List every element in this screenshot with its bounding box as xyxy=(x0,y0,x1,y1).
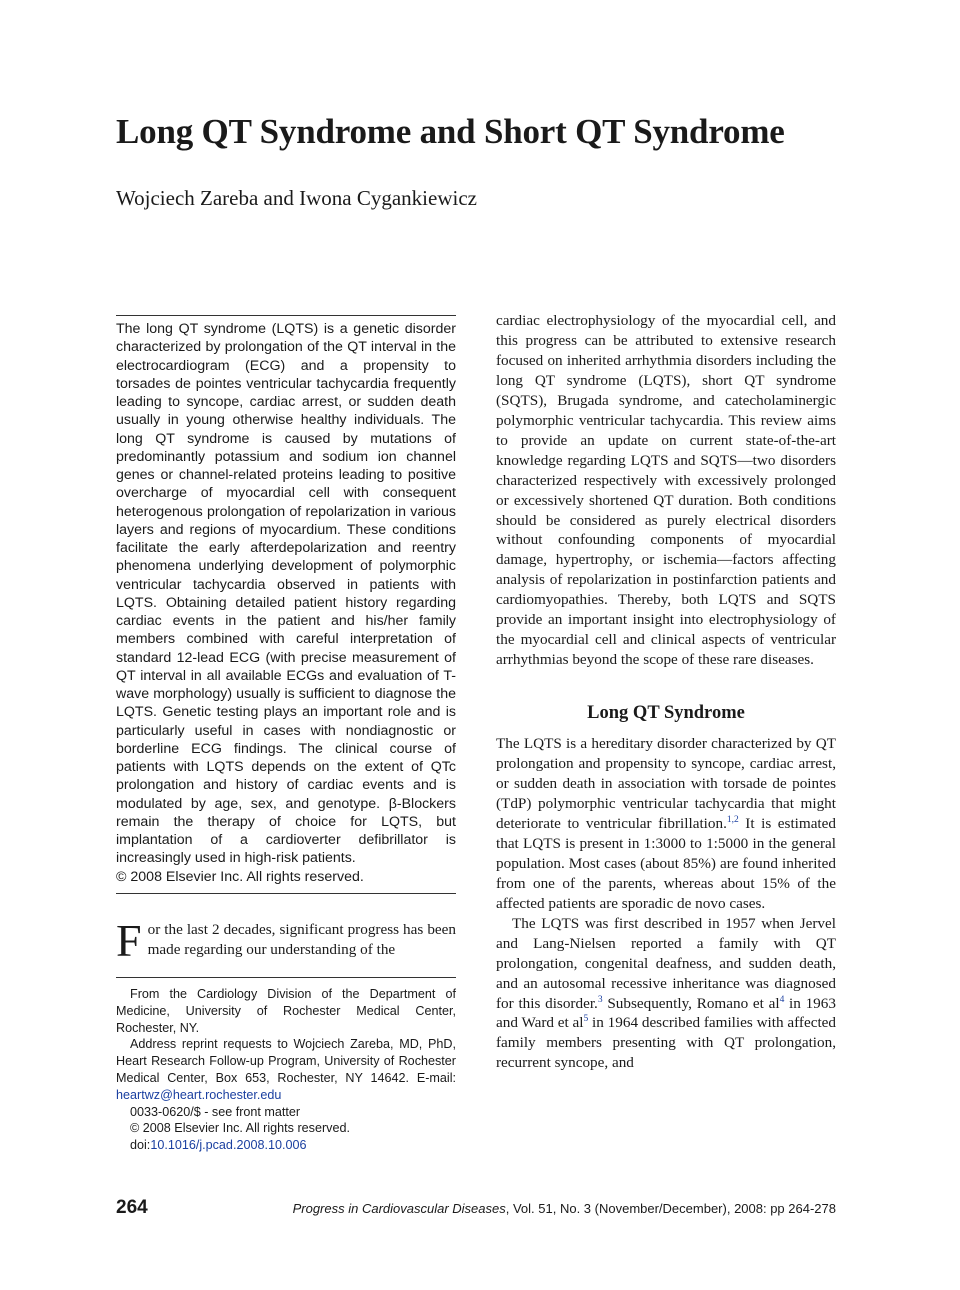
footnote-doi xyxy=(116,1137,456,1154)
intro-text: or the last 2 decades, significant progress has been made regarding our understanding of the xyxy=(147,921,456,958)
page-number: 264 xyxy=(116,1197,148,1218)
reprint-text: Address reprint requests to Wojciech Zareba, MD, PhD, Heart Research Follow-up Program, University of Rochester Medical Center, Box 653, Rochester, NY 14642. E-mail: xyxy=(116,1037,456,1085)
body-paragraph-2 xyxy=(496,734,836,914)
abstract-top-rule xyxy=(116,315,456,316)
body-text: Subsequently, Romano et al xyxy=(602,994,780,1012)
running-footer xyxy=(293,1201,836,1216)
body-right-column xyxy=(496,311,836,1073)
body-text: The LQTS is a hereditary disorder characterized by QT prolongation and propensity to syncope, cardiac arrest, or sudden death in association with torsade de pointes (TdP) polymorphic ventricular tachycardia that might deteriorate to ventricular fibrillation. xyxy=(496,735,836,832)
citation-ref[interactable]: 4 xyxy=(779,994,785,1005)
body-text: It is estimated that LQTS is present in 1:3000 to 1:5000 in the general population. Most cases (about 85%) are found inherited from one of the parents, whereas about 15% of the affected patients are sporadic de novo cases. xyxy=(496,814,836,912)
footnote-issn: 0033-0620/$ - see front matter xyxy=(130,1104,301,1119)
citation-ref[interactable]: 1,2 xyxy=(726,814,739,825)
footnote-affiliation: From the Cardiology Division of the Department of Medicine, University of Rochester Medical Center, Rochester, NY. xyxy=(116,987,456,1035)
footnote-copyright: © 2008 Elsevier Inc. All rights reserved. xyxy=(130,1121,350,1136)
doi-link[interactable]: 10.1016/j.pcad.2008.10.006 xyxy=(150,1138,307,1153)
drop-cap: F xyxy=(116,915,142,966)
email-link[interactable]: heartwz@heart.rochester.edu xyxy=(116,1087,282,1102)
article-title: Long QT Syndrome and Short QT Syndrome xyxy=(116,112,785,151)
body-text: in 1963 and Ward et al xyxy=(496,994,836,1032)
abstract-copyright: © 2008 Elsevier Inc. All rights reserved. xyxy=(116,868,364,885)
body-paragraph-3 xyxy=(496,914,836,1074)
section-heading: Long QT Syndrome xyxy=(587,703,745,724)
journal-citation: , Vol. 51, No. 3 (November/December), 2008: pp 264-278 xyxy=(505,1201,836,1216)
abstract-text: The long QT syndrome (LQTS) is a genetic disorder characterized by prolongation of the QT interval in the electrocardiogram (ECG) and a propensity to torsades de pointes ventricular tachycardia frequently leading to syncope, cardiac arrest, or sudden death usually in young otherwise healthy individuals. The long QT syndrome is caused by mutations of predominantly potassium and sodium ion channel genes or channel-related proteins leading to positive overcharge of myocardial cell with consequent heterogenous prolongation of repolarization in various layers and regions of myocardium. These conditions facilitate the early afterdepolarization and reentry phenomena underlying development of polymorphic ventricular tachycardia observed in patients with LQTS. Obtaining detailed patient history regarding cardiac events in the patient and his/her family members combined with careful interpretation of standard 12-lead ECG (with precise measurement of QT interval in all available ECGs and evaluation of T-wave morphology) usually is sufficient to diagnose the LQTS. Genetic testing plays an important role and is particularly useful in cases with nondiagnostic or borderline ECG findings. The clinical course of patients with LQTS depends on the extent of QTc prolongation and history of cardiac events and is modulated by age, sex, and genotype. β-Blockers remain the therapy of choice for LQTS, but implantation of a cardioverter defibrillator is increasingly used in high-risk patients. xyxy=(116,321,456,867)
abstract-bottom-rule xyxy=(116,893,456,894)
body-text: in 1964 described families with affected family members presenting with QT prolongation, recurrent syncope, and xyxy=(496,1014,836,1072)
citation-ref[interactable]: 3 xyxy=(597,994,603,1005)
abstract xyxy=(116,320,456,886)
intro-paragraph xyxy=(116,915,456,966)
body-text: The LQTS was first described in 1957 when Jervel and Lang-Nielsen reported a family with QT prolongation, congenital deafness, and sudden death, and an autosomal recessive inheritance was diagnosed for this disorder. xyxy=(496,914,836,1012)
citation-ref[interactable]: 5 xyxy=(583,1014,589,1025)
footnote-rule xyxy=(116,977,456,978)
footnotes xyxy=(116,986,456,1154)
journal-name: Progress in Cardiovascular Diseases xyxy=(292,1201,506,1216)
doi-label: doi: xyxy=(130,1138,151,1153)
body-paragraph-1: cardiac electrophysiology of the myocardial cell, and this progress can be attributed to extensive research focused on inherited arrhythmia disorders including the long QT syndrome (LQTS), short QT syndrome (SQTS), Brugada syndrome, and catecholaminergic polymorphic ventricular tachycardia. This review aims to provide an update on current state-of-the-art knowledge regarding LQTS and SQTS—two disorders characterized respectively with excessively prolonged or excessively shortened QT duration. Both conditions should be considered as purely electrical disorders without confounding components of myocardial damage, hypertrophy, or ischemia—factors affecting analysis of repolarization in postinfarction patients and cardiomyopathies. Thereby, both LQTS and SQTS provide an important insight into electrophysiology of the myocardial cell and clinical aspects of ventricular arrhythmias beyond the scope of these rare diseases. xyxy=(496,312,836,669)
article-authors: Wojciech Zareba and Iwona Cygankiewicz xyxy=(116,186,477,210)
footnote-reprint xyxy=(116,1036,456,1103)
